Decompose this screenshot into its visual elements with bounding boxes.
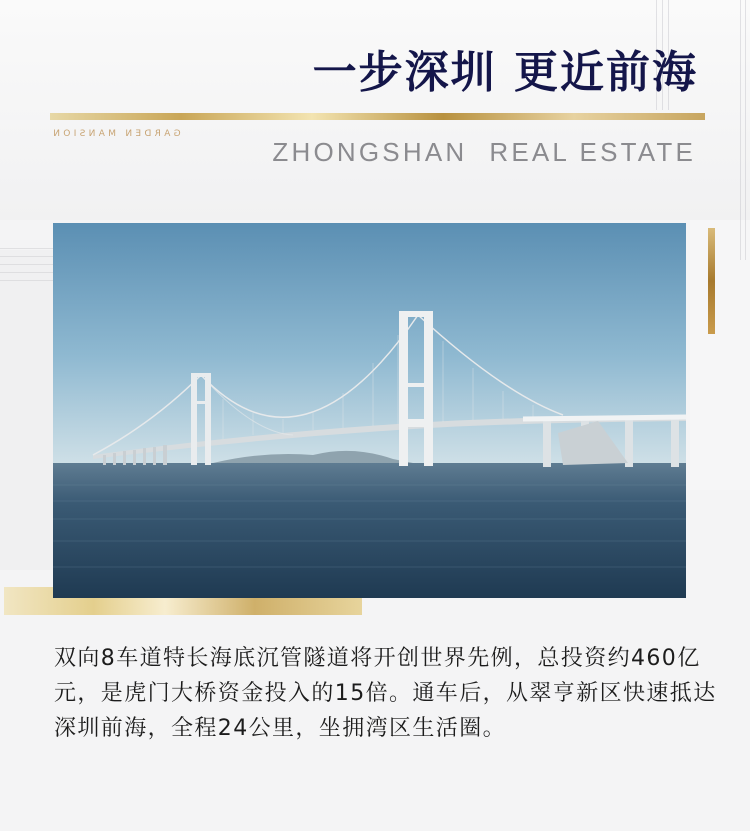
gold-divider [50,113,705,120]
background-line [0,256,53,257]
mirrored-brand-text: GARDEN MANSION [50,129,181,139]
background-line [0,264,53,265]
background-line [0,248,53,249]
page-title: 一步深圳 更近前海 [312,47,698,98]
subtitle-right: REAL ESTATE [489,137,696,167]
background-panel-top [0,0,750,220]
background-panel-left [0,250,53,570]
subtitle-left: ZHONGSHAN [272,137,468,167]
bridge-photo [53,223,686,598]
background-line [740,0,741,260]
background-line [745,0,746,260]
subtitle [272,137,696,168]
gold-accent-bar [708,228,715,334]
sea [53,463,686,598]
background-line [0,272,53,273]
background-line [0,280,53,281]
background-panel-right [690,220,750,490]
description-paragraph: 双向8车道特长海底沉管隧道将开创世界先例，总投资约460亿元，是虎门大桥资金投入的15倍。通车后，从翠亨新区快速抵达深圳前海，全程24公里，坐拥湾区生活圈。 [54,646,717,741]
